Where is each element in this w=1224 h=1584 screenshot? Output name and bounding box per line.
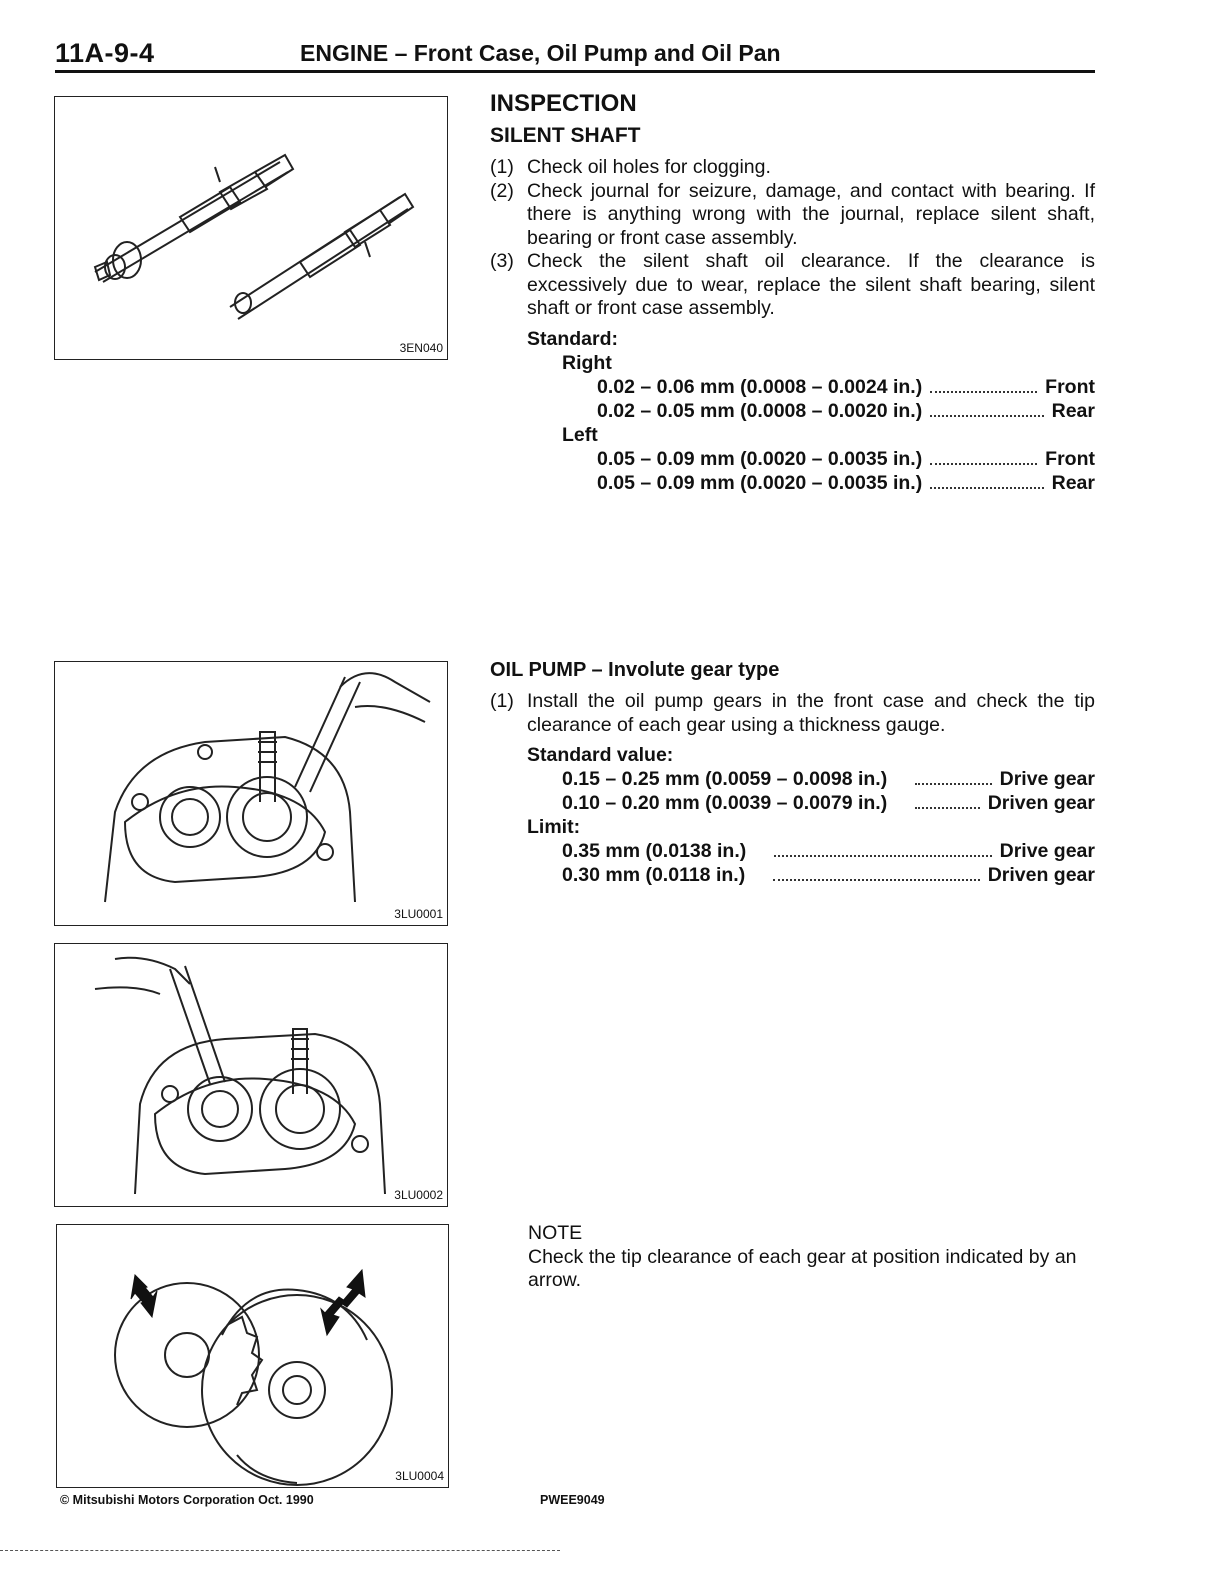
leader-dots <box>930 487 1043 489</box>
spec-gear: Drive gear <box>999 840 1095 862</box>
item-number: (1) <box>490 156 514 178</box>
oil-pump-section <box>490 659 1095 887</box>
oil-pump-drawing-1 <box>55 662 447 925</box>
footer-rule <box>0 1550 560 1552</box>
inspection-heading: INSPECTION <box>490 90 637 117</box>
leader-dots <box>773 879 980 881</box>
figure-tip-clearance-diagram <box>56 1224 449 1488</box>
spec-value: 0.35 mm (0.0138 in.) <box>562 840 747 862</box>
list-item <box>490 250 1095 321</box>
spec-value: 0.05 – 0.09 mm (0.0020 – 0.0035 in.) <box>597 471 923 494</box>
spec-row <box>597 399 1095 423</box>
item-text: Check journal for seizure, damage, and contact with bearing. If there is anything wrong with the journal, replace silent shaft, bearing or front case assembly. <box>527 179 1095 249</box>
page-number: 11A-9-4 <box>55 38 155 68</box>
inspection-section <box>490 90 1095 495</box>
footer-code: PWEE9049 <box>540 1493 605 1507</box>
item-number: (3) <box>490 250 514 272</box>
right-label: Right <box>562 351 612 374</box>
silent-shaft-list <box>490 156 1095 321</box>
item-number: (2) <box>490 179 514 202</box>
spec-position: Front <box>1045 375 1095 398</box>
page-title: ENGINE – Front Case, Oil Pump and Oil Pan <box>300 40 781 66</box>
spec-row <box>562 839 1095 863</box>
spec-gear: Driven gear <box>987 792 1095 814</box>
list-item <box>490 690 1095 737</box>
spec-position: Rear <box>1051 399 1095 422</box>
figure-driven-gear-check <box>54 943 448 1207</box>
left-label: Left <box>562 423 598 446</box>
leader-dots <box>930 463 1037 465</box>
spec-row <box>562 767 1095 791</box>
gear-arrow-diagram <box>57 1225 448 1487</box>
silent-shafts-drawing <box>55 97 447 359</box>
leader-dots <box>774 855 991 857</box>
note-block <box>528 1222 1096 1293</box>
item-number: (1) <box>490 690 514 712</box>
leader-dots <box>930 415 1043 417</box>
note-label: NOTE <box>528 1222 583 1244</box>
spec-row <box>597 447 1095 471</box>
list-item <box>490 180 1095 251</box>
figure-code: 3LU0004 <box>395 1469 444 1483</box>
leader-dots <box>915 807 979 809</box>
header-rule <box>55 70 1095 73</box>
footer-copyright: © Mitsubishi Motors Corporation Oct. 1990 <box>60 1493 314 1507</box>
note-text: Check the tip clearance of each gear at position indicated by an arrow. <box>528 1245 1077 1291</box>
item-text: Check the silent shaft oil clearance. If the clearance is excessively due to wear, replace the silent shaft bearing, silent shaft or front case assembly. <box>527 250 1095 319</box>
spec-value: 0.02 – 0.05 mm (0.0008 – 0.0020 in.) <box>597 399 923 422</box>
spec-value: 0.30 mm (0.0118 in.) <box>562 864 746 886</box>
leader-dots <box>915 783 991 785</box>
standard-value-label: Standard value: <box>527 744 674 766</box>
spec-value: 0.15 – 0.25 mm (0.0059 – 0.0098 in.) <box>562 768 888 790</box>
limit-label: Limit: <box>527 816 581 838</box>
figure-code: 3EN040 <box>399 341 443 355</box>
spec-row <box>562 863 1095 887</box>
figure-silent-shafts <box>54 96 448 360</box>
spec-gear: Driven gear <box>987 864 1095 886</box>
spec-position: Front <box>1045 447 1095 470</box>
spec-value: 0.02 – 0.06 mm (0.0008 – 0.0024 in.) <box>597 375 923 398</box>
item-text: Install the oil pump gears in the front case and check the tip clearance of each gear using a thickness gauge. <box>527 690 1095 736</box>
leader-dots <box>930 391 1037 393</box>
figure-code: 3LU0002 <box>394 1188 443 1202</box>
oil-pump-heading: OIL PUMP – Involute gear type <box>490 659 780 681</box>
spec-row <box>597 375 1095 399</box>
oil-pump-drawing-2 <box>55 944 447 1206</box>
spec-position: Rear <box>1051 471 1095 494</box>
spec-value: 0.05 – 0.09 mm (0.0020 – 0.0035 in.) <box>597 447 923 470</box>
spec-row <box>562 791 1095 815</box>
item-text: Check oil holes for clogging. <box>527 156 771 178</box>
standard-label: Standard: <box>527 327 619 350</box>
figure-drive-gear-check <box>54 661 448 926</box>
figure-code: 3LU0001 <box>394 907 443 921</box>
list-item <box>490 156 1095 180</box>
silent-shaft-heading: SILENT SHAFT <box>490 124 641 147</box>
spec-value: 0.10 – 0.20 mm (0.0039 – 0.0079 in.) <box>562 792 888 814</box>
spec-row <box>597 471 1095 495</box>
spec-gear: Drive gear <box>999 768 1095 790</box>
